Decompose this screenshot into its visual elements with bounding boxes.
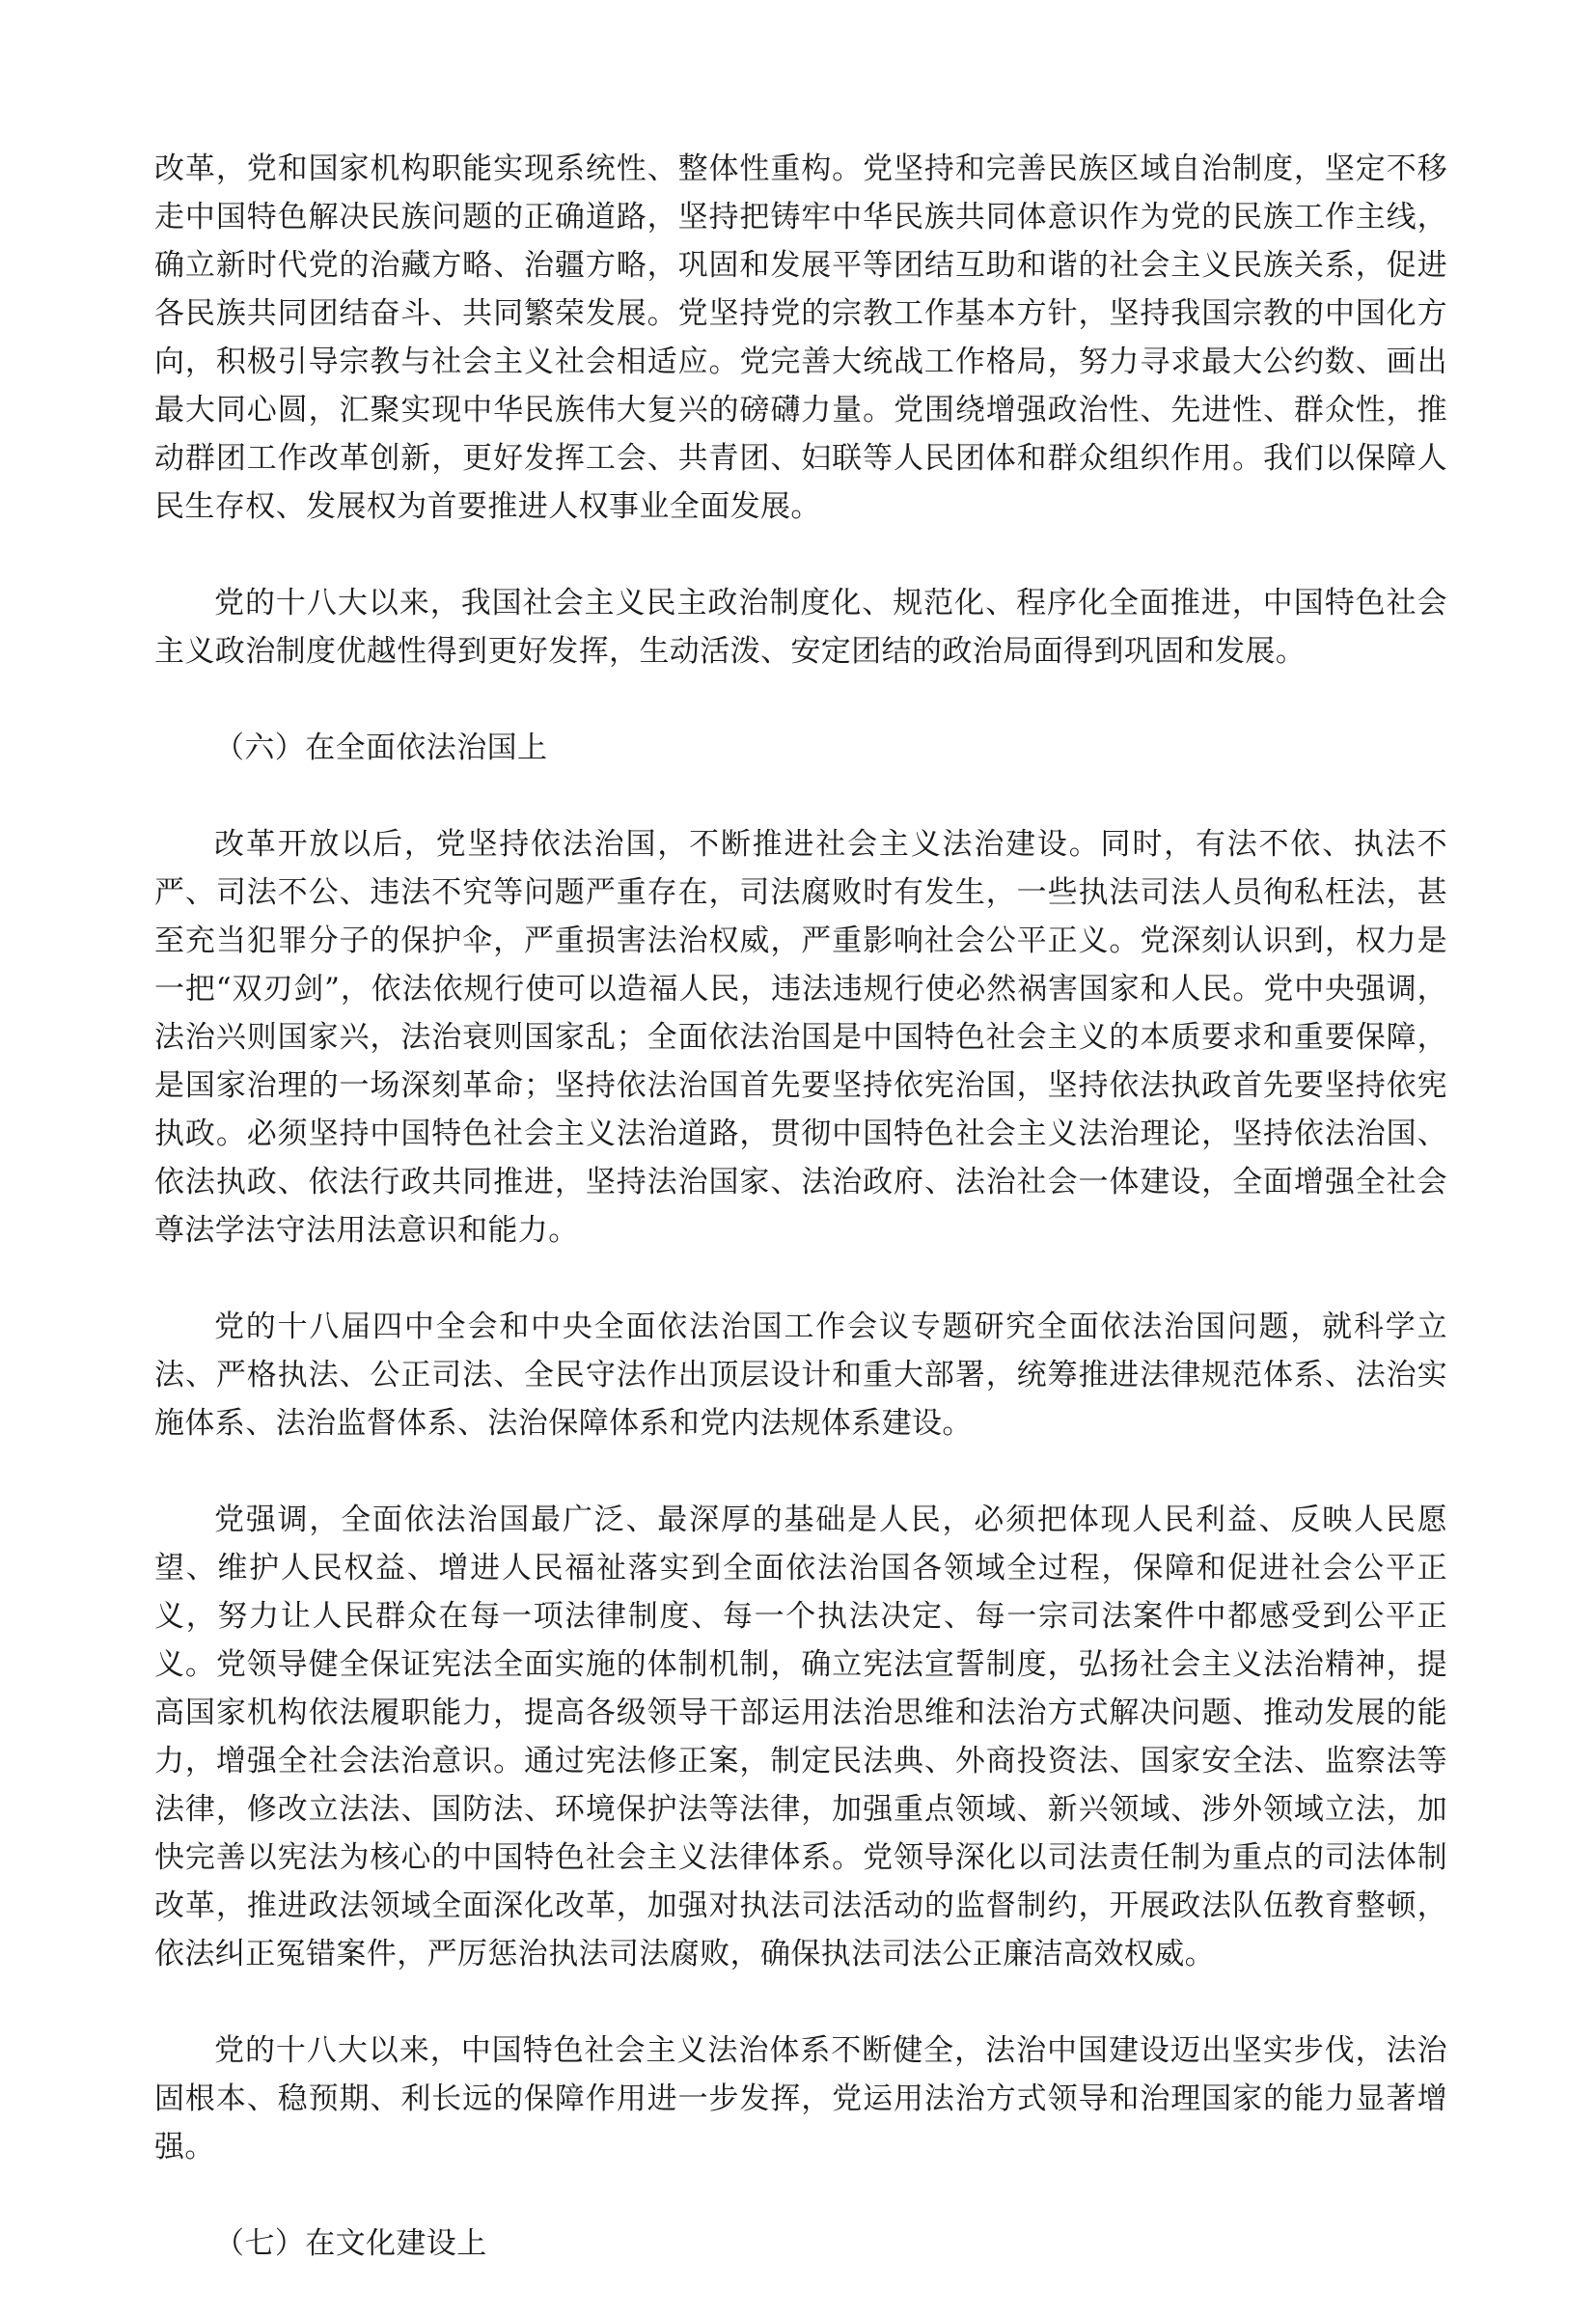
- paragraph-people-based-rule-of-law: 党强调，全面依法治国最广泛、最深厚的基础是人民，必须把体现人民利益、反映人民愿望、维护人民权益、增进人民福祉落实到全面依法治国各领域全过程，保障和促进社会公平正义，努力让人民群众在每一项法律制度、每一个执法决定、每一宗司法案件中都感受到公平正义。党领导健全保证宪法全面实施的体制机制，确立宪法宣誓制度，弘扬社会主义法治精神，提高国家机构依法履职能力，提高各级领导干部运用法治思维和法治方式解决问题、推动发展的能力，增强全社会法治意识。通过宪法修正案，制定民法典、外商投资法、国家安全法、监察法等法律，修改立法法、国防法、环境保护法等法律，加强重点领域、新兴领域、涉外领域立法，加快完善以宪法为核心的中国特色社会主义法律体系。党领导深化以司法责任制为重点的司法体制改革，推进政法领域全面深化改革，加强对执法司法活动的监督制约，开展政法队伍教育整顿，依法纠正冤错案件，严厉惩治执法司法腐败，确保执法司法公正廉洁高效权威。: [154, 1503, 1447, 1971]
- paragraph-political-achievements: 党的十八大以来，我国社会主义民主政治制度化、规范化、程序化全面推进，中国特色社会主义政治制度优越性得到更好发挥，生动活泼、安定团结的政治局面得到巩固和发展。: [154, 586, 1447, 669]
- paragraph-rule-of-law-achievements: 党的十八大以来，中国特色社会主义法治体系不断健全，法治中国建设迈出坚实步伐，法治固根本、稳预期、利长远的保障作用进一步发挥，党运用法治方式领导和治理国家的能力显著增强。: [154, 2033, 1447, 2164]
- paragraph-fourth-plenum: 党的十八届四中全会和中央全面依法治国工作会议专题研究全面依法治国问题，就科学立法、严格执法、公正司法、全民守法作出顶层设计和重大部署，统筹推进法律规范体系、法治实施体系、法治监督体系、法治保障体系和党内法规体系建设。: [154, 1310, 1447, 1441]
- document-page: [154, 145, 1447, 2316]
- paragraph-ethnic-religious-united-front: 改革，党和国家机构职能实现系统性、整体性重构。党坚持和完善民族区域自治制度，坚定不移走中国特色解决民族问题的正确道路，坚持把铸牢中华民族共同体意识作为党的民族工作主线，确立新时代党的治藏方略、治疆方略，巩固和发展平等团结互助和谐的社会主义民族关系，促进各民族共同团结奋斗、共同繁荣发展。党坚持党的宗教工作基本方针，坚持我国宗教的中国化方向，积极引导宗教与社会主义社会相适应。党完善大统战工作格局，努力寻求最大公约数、画出最大同心圆，汇聚实现中华民族伟大复兴的磅礴力量。党围绕增强政治性、先进性、群众性，推动群团工作改革创新，更好发挥工会、共青团、妇联等人民团体和群众组织作用。我们以保障人民生存权、发展权为首要推进人权事业全面发展。: [154, 152, 1447, 524]
- section-heading-culture: （七）在文化建设上: [214, 2226, 487, 2261]
- paragraph-rule-of-law-background: 改革开放以后，党坚持依法治国，不断推进社会主义法治建设。同时，有法不依、执法不严、司法不公、违法不究等问题严重存在，司法腐败时有发生，一些执法司法人员徇私枉法，甚至充当犯罪分子的保护伞，严重损害法治权威，严重影响社会公平正义。党深刻认识到，权力是一把“双刃剑”，依法依规行使可以造福人民，违法违规行使必然祸害国家和人民。党中央强调，法治兴则国家兴，法治衰则国家乱；全面依法治国是中国特色社会主义的本质要求和重要保障，是国家治理的一场深刻革命；坚持依法治国首先要坚持依宪治国，坚持依法执政首先要坚持依宪执政。必须坚持中国特色社会主义法治道路，贯彻中国特色社会主义法治理论，坚持依法治国、依法执政、依法行政共同推进，坚持法治国家、法治政府、法治社会一体建设，全面增强全社会尊法学法守法用法意识和能力。: [154, 827, 1447, 1248]
- section-heading-rule-of-law: （六）在全面依法治国上: [214, 731, 548, 765]
